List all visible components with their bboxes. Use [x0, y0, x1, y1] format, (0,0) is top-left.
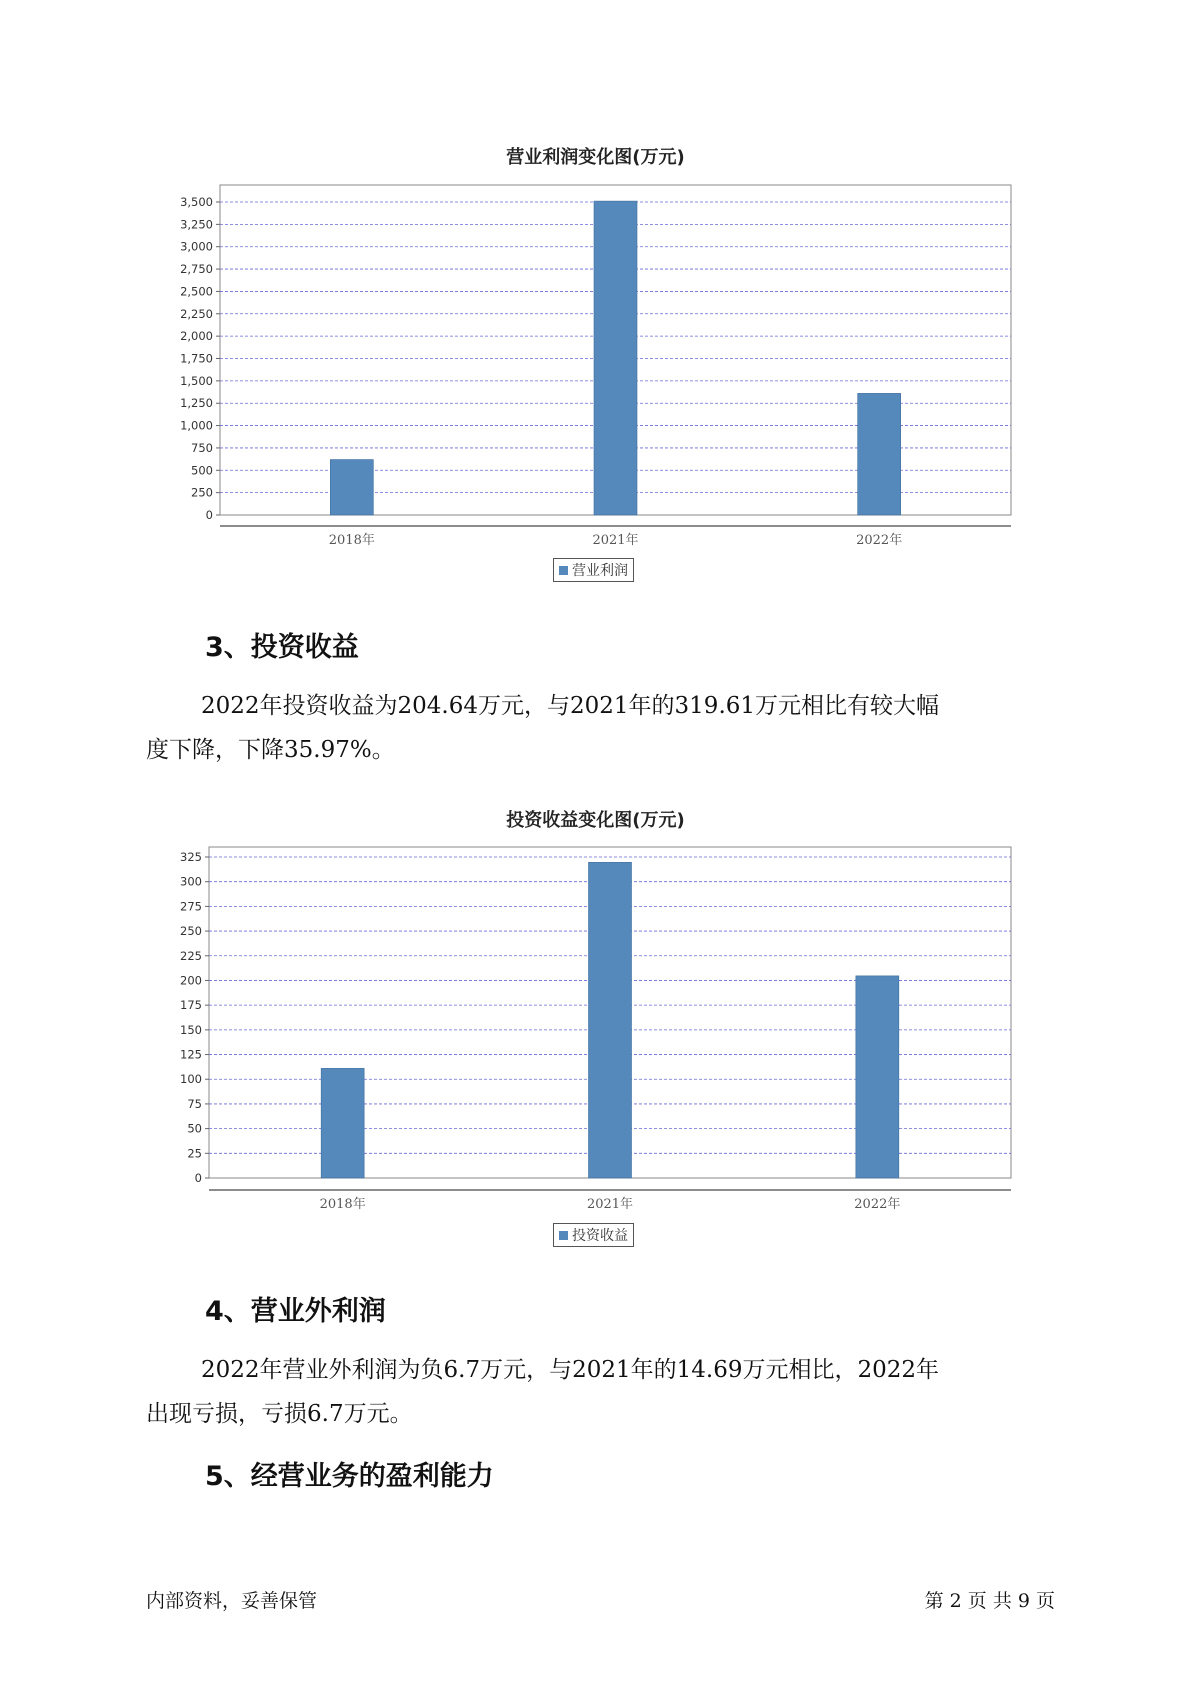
y-tick-label: 100: [180, 1072, 202, 1087]
bar: [321, 1068, 364, 1178]
bar: [589, 862, 632, 1178]
footer-confidential: 内部资料，妥善保管: [146, 1590, 318, 1612]
section-5-heading: 5、经营业务的盈利能力: [205, 1461, 494, 1492]
y-tick-label: 750: [191, 440, 213, 455]
y-tick-label: 250: [191, 485, 213, 500]
y-tick-label: 300: [180, 874, 202, 889]
y-tick-label: 25: [187, 1146, 202, 1161]
footer-page-number: 第 2 页 共 9 页: [924, 1590, 1055, 1612]
bar: [856, 976, 899, 1178]
y-tick-label: 2,250: [180, 306, 213, 321]
y-tick-label: 1,000: [180, 418, 213, 433]
x-tick-label: 2022年: [854, 1197, 901, 1212]
x-tick-label: 2021年: [586, 1197, 634, 1212]
y-tick-label: 2,000: [180, 329, 213, 344]
y-tick-label: 0: [205, 508, 213, 522]
section-4-line-1: 2022年营业外利润为负6.7万元，与2021年的14.69万元相比，2022年: [201, 1357, 940, 1383]
y-tick-label: 2,750: [180, 262, 213, 277]
y-tick-label: 3,000: [180, 239, 213, 254]
y-tick-label: 1,500: [180, 373, 213, 388]
section-4-paragraph: [146, 1348, 1046, 1436]
y-tick-label: 125: [180, 1047, 202, 1062]
chart1-title: 营业利润变化图(万元): [506, 147, 685, 168]
y-tick-label: 50: [187, 1121, 202, 1136]
y-tick-label: 250: [180, 924, 202, 939]
chart2-legend-label: 投资收益: [572, 1228, 628, 1244]
y-tick-label: 175: [180, 998, 202, 1013]
section-4-heading: 4、营业外利润: [205, 1296, 386, 1327]
y-tick-label: 275: [180, 899, 202, 914]
y-tick-label: 75: [187, 1096, 202, 1111]
y-tick-label: 325: [180, 850, 202, 864]
chart2-legend: [553, 1223, 634, 1247]
chart1-legend-label: 营业利润: [572, 563, 628, 579]
x-tick-label: 2021年: [592, 533, 639, 548]
chart2-title: 投资收益变化图(万元): [506, 810, 685, 831]
x-tick-label: 2018年: [319, 1197, 366, 1212]
section-3-heading: 3、投资收益: [205, 632, 359, 663]
y-tick-label: 3,500: [180, 195, 213, 209]
section-4-line-2: 出现亏损，亏损6.7万元。: [146, 1401, 413, 1427]
y-tick-label: 0: [194, 1171, 202, 1185]
y-tick-label: 150: [180, 1022, 202, 1037]
x-tick-label: 2018年: [328, 533, 375, 548]
y-tick-label: 500: [191, 463, 213, 478]
section-3-line-1: 2022年投资收益为204.64万元，与2021年的319.61万元相比有较大幅: [201, 693, 940, 719]
section-3-line-2: 度下降，下降35.97%。: [146, 737, 395, 763]
y-tick-label: 1,250: [180, 396, 213, 411]
legend-swatch: [559, 1231, 568, 1240]
y-tick-label: 200: [180, 973, 202, 988]
y-tick-label: 1,750: [180, 351, 213, 366]
y-tick-label: 225: [180, 948, 202, 963]
y-tick-label: 3,250: [180, 217, 213, 232]
x-tick-label: 2022年: [856, 533, 903, 548]
y-tick-label: 2,500: [180, 284, 213, 299]
